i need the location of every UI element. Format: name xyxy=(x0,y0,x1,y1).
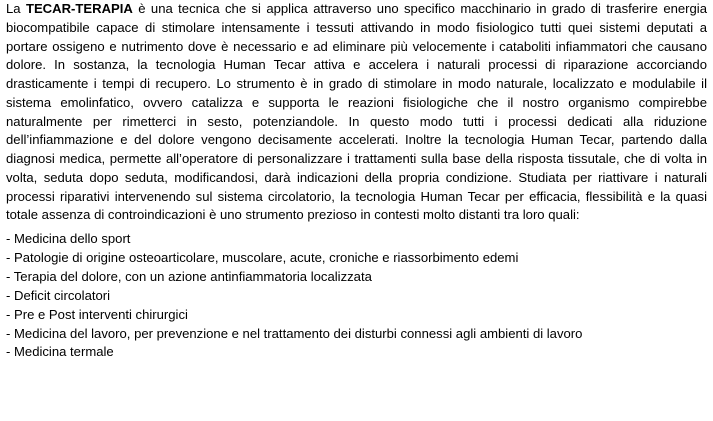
list-item: - Deficit circolatori xyxy=(6,287,111,303)
list-item: - Pre e Post interventi chirurgici xyxy=(6,306,188,322)
list-item: - Medicina termale xyxy=(6,344,114,360)
document-page xyxy=(6,0,707,362)
list-item: - Medicina dello sport xyxy=(6,231,131,246)
list-item: - Medicina del lavoro, per prevenzione e nel trattamento dei disturbi connessi agli ambienti di lavoro xyxy=(6,325,583,341)
uses-list xyxy=(6,230,707,362)
intro-lead: La xyxy=(6,1,26,16)
intro-paragraph xyxy=(6,0,707,225)
list-item: - Terapia del dolore, con un azione antinfiammatoria localizzata xyxy=(6,268,372,284)
term-heading: TECAR-TERAPIA xyxy=(25,1,133,16)
intro-body: è una tecnica che si applica attraverso uno specifico macchinario in grado di trasferire energia biocompatibile capace di stimolare intensamente i tessuti attivando in modo fisiologico tutti quei sistemi deputati a portare ossigeno e nutrimento dove è necessario e ad eliminare più velocemente i cataboliti infiammatori che causano dolore. In sostanza, la tecnologia Human Tecar attiva e accelera i naturali processi di riparazione accorciando drasticamente i tempi di recupero. Lo strumento è in grado di stimolare in modo naturale, localizzato e modulabile il sistema emolinfatico, ovvero catalizza e supporta le reazioni fisiologiche che il nostro organismo compirebbe naturalmente per rimetterci in sesto, potenziandole. In questo modo tutti i processi dedicati alla riduzione dell’infiammazione e del dolore vengono decisamente accelerati. Inoltre la tecnologia Human Tecar, partendo dalla diagnosi medica, permette all’operatore di personalizzare i trattamenti sulla base della risposta tissutale, che di volta in volta, seduta dopo seduta, modificandosi, darà indicazioni della propria condizione. Studiata per riattivare i naturali processi riparativi intervenendo sul sistema circolatorio, la tecnologia Human Tecar per efficacia, flessibilità e la quasi totale assenza di controindicazioni è uno strumento prezioso in contesti molto distanti tra loro quali: xyxy=(6,1,708,223)
list-item: - Patologie di origine osteoarticolare, muscolare, acute, croniche e riassorbimento edemi xyxy=(6,249,519,265)
